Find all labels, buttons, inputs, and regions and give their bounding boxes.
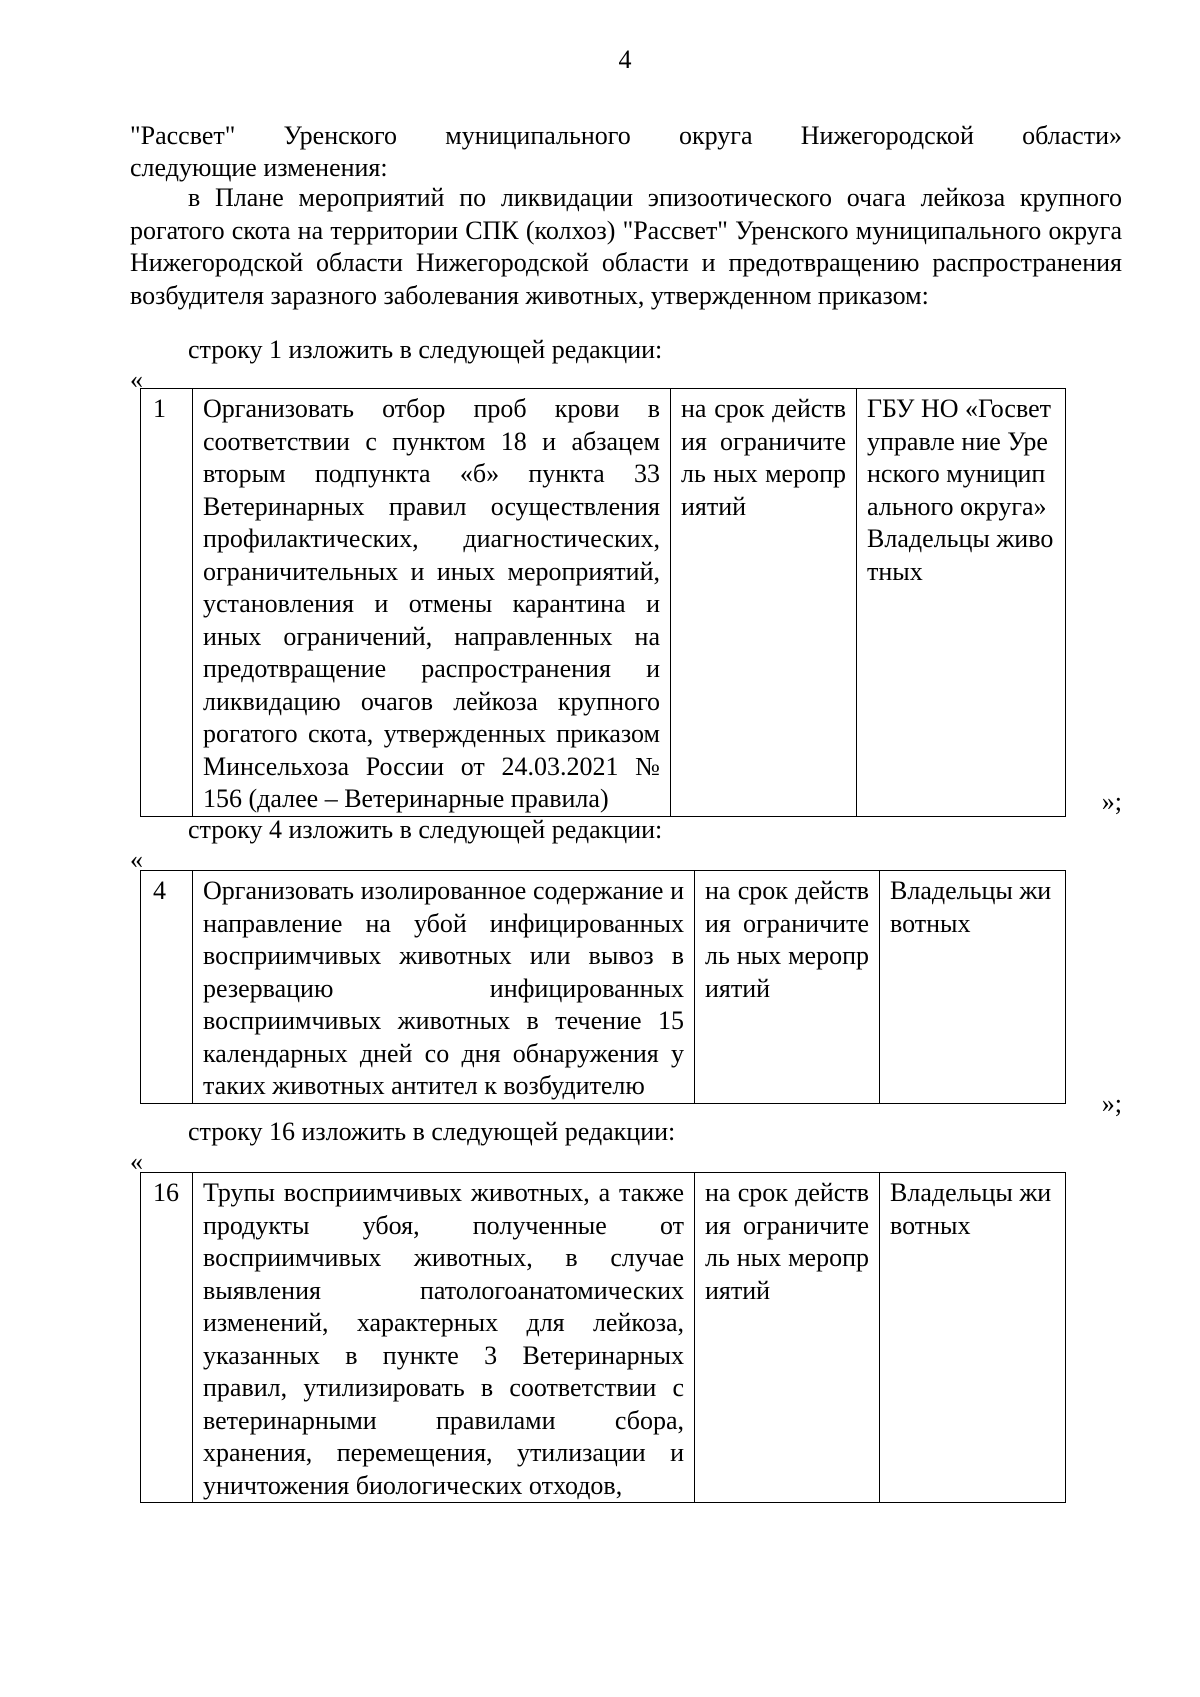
row-number: 16 — [141, 1173, 193, 1503]
row-responsible: Владельцы животных — [880, 871, 1066, 1104]
row-description: Организовать отбор проб крови в соответствии с пунктом 18 и абзацем вторым подпункта «б» пункта 33 Ветеринарных правил осуществления профилактических, диагностических, ограничительных и иных мероприятий, установления и отмены карантина и иных ограничений, направленных на предотвращение распространения и ликвидацию очагов лейкоза крупного рогатого скота, утвержденных приказом Минсельхоза России от 24.03.2021 № 156 (далее – Ветеринарные правила) — [193, 389, 671, 817]
row-description: Организовать изолированное содержание и направление на убой инфицированных восприимчивых животных или вывоз в резервацию инфицированных восприимчивых животных в течение 15 календарных дней со дня обнаружения у таких животных антител к возбудителю — [193, 871, 695, 1104]
row-table-16 — [140, 1172, 1066, 1503]
row-term: на срок действия ограничитель ных мероприятий — [695, 1173, 880, 1503]
row-table-1 — [140, 388, 1066, 817]
row-description: Трупы восприимчивых животных, а также продукты убоя, полученные от восприимчивых животных, в случае выявления патологоанатомических изменений, характерных для лейкоза, указанных в пункте 3 Ветеринарных правил, утилизировать в соответствии с ветеринарными правилами сбора, хранения, перемещения, утилизации и уничтожения биологических отходов, — [193, 1173, 695, 1503]
row-number: 1 — [141, 389, 193, 817]
row-table-4 — [140, 870, 1066, 1104]
open-quote: « — [130, 365, 143, 394]
row-term: на срок действия ограничитель ных мероприятий — [671, 389, 857, 817]
close-quote: »; — [1101, 787, 1122, 816]
instruction-row-1: строку 1 изложить в следующей редакции: — [188, 335, 663, 364]
row-responsible: ГБУ НО «Госветуправле ние Уренского муниципального округа» Владельцы животных — [857, 389, 1066, 817]
row-number: 4 — [141, 871, 193, 1104]
page-number: 4 — [618, 45, 632, 74]
intro-line-1: "Рассвет" Уренского муниципального округа Нижегородской области» — [130, 121, 1122, 150]
intro-line-2: следующие изменения: — [130, 153, 388, 182]
table-row — [141, 1173, 1066, 1503]
table-row — [141, 389, 1066, 817]
instruction-row-4: строку 4 изложить в следующей редакции: — [188, 815, 663, 844]
table-row — [141, 871, 1066, 1104]
open-quote: « — [130, 1147, 143, 1176]
plan-paragraph: в Плане мероприятий по ликвидации эпизоотического очага лейкоза крупного рогатого скота на территории СПК (колхоз) "Рассвет" Уренского муниципального округа Нижегородской области Нижегородской области и предотвращению распространения возбудителя заразного заболевания животных, утвержденном приказом: — [130, 183, 1122, 310]
open-quote: « — [130, 845, 143, 874]
instruction-row-16: строку 16 изложить в следующей редакции: — [188, 1117, 676, 1146]
row-term: на срок действия ограничитель ных мероприятий — [695, 871, 880, 1104]
row-responsible: Владельцы животных — [880, 1173, 1066, 1503]
close-quote: »; — [1101, 1089, 1122, 1118]
